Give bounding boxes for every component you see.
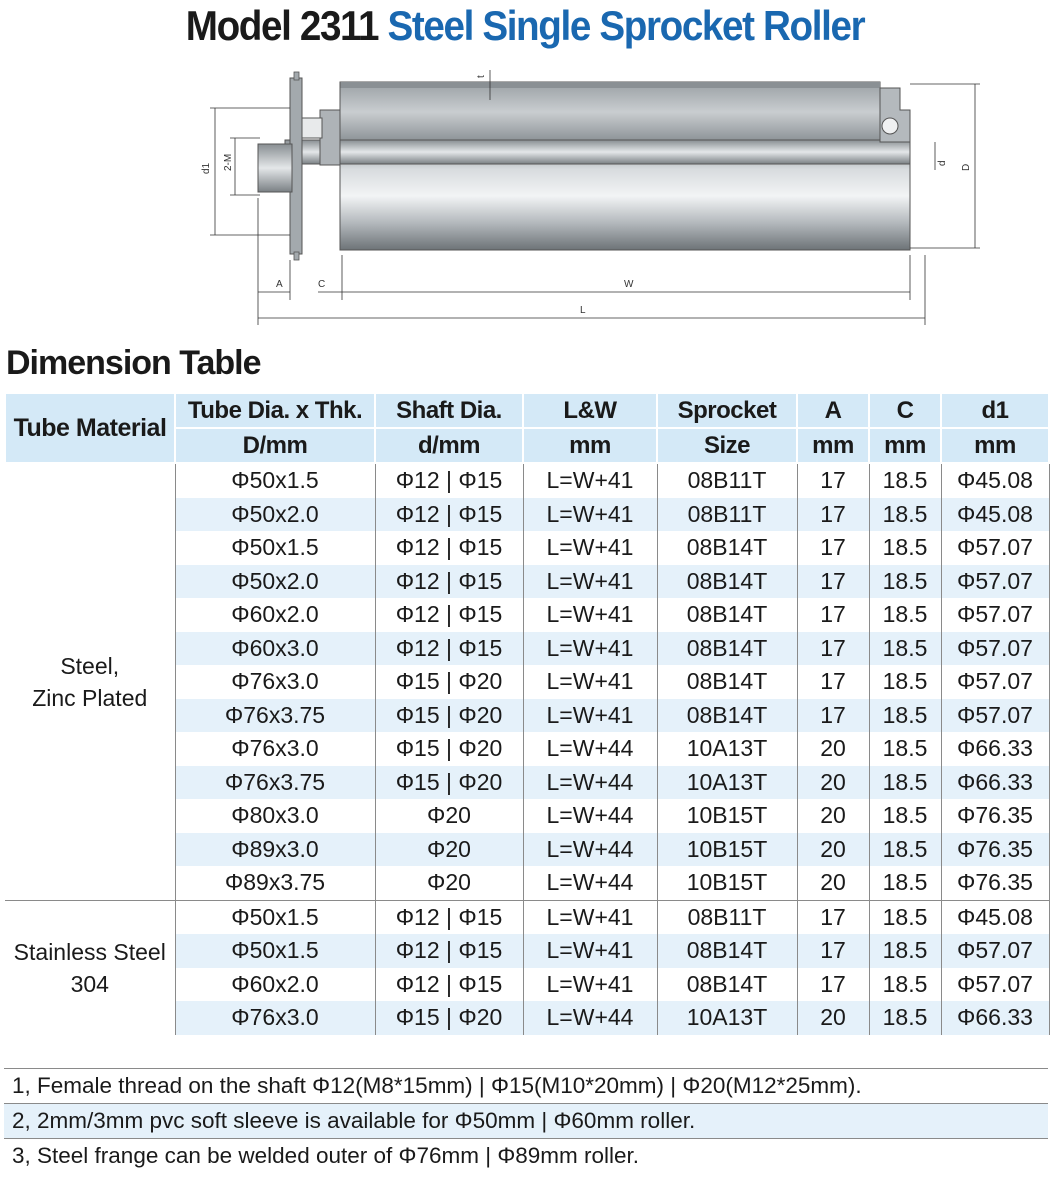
cell-tube: Φ50x2.0 xyxy=(175,565,375,599)
cell-tube: Φ60x3.0 xyxy=(175,632,375,666)
cell-d1: Φ57.07 xyxy=(941,968,1049,1002)
label-D: D xyxy=(961,163,972,171)
header-sprocket-unit: Size xyxy=(657,428,797,463)
cell-d1: Φ57.07 xyxy=(941,699,1049,733)
cell-shaft: Φ12 | Φ15 xyxy=(375,463,523,498)
cell-tube: Φ76x3.75 xyxy=(175,699,375,733)
cell-tube: Φ76x3.0 xyxy=(175,665,375,699)
cell-shaft: Φ15 | Φ20 xyxy=(375,1001,523,1035)
note-3: 3, Steel frange can be welded outer of Φ76mm | Φ89mm roller. xyxy=(4,1138,1048,1173)
cell-tube: Φ89x3.0 xyxy=(175,833,375,867)
cell-shaft: Φ12 | Φ15 xyxy=(375,498,523,532)
title-product-name: Steel Single Sprocket Roller xyxy=(387,2,865,49)
cell-c: 18.5 xyxy=(869,1001,941,1035)
cell-d1: Φ76.35 xyxy=(941,833,1049,867)
cell-shaft: Φ12 | Φ15 xyxy=(375,934,523,968)
cell-a: 17 xyxy=(797,934,869,968)
cell-lw: L=W+41 xyxy=(523,934,657,968)
table-header-row-top xyxy=(5,393,1049,428)
cell-shaft: Φ15 | Φ20 xyxy=(375,665,523,699)
cell-sprocket: 08B14T xyxy=(657,665,797,699)
cell-tube: Φ50x1.5 xyxy=(175,934,375,968)
header-shaft: Shaft Dia. xyxy=(375,393,523,428)
cell-lw: L=W+44 xyxy=(523,1001,657,1035)
header-c-unit: mm xyxy=(869,428,941,463)
cell-shaft: Φ15 | Φ20 xyxy=(375,699,523,733)
cell-sprocket: 10B15T xyxy=(657,866,797,900)
cell-sprocket: 08B14T xyxy=(657,699,797,733)
material-line-1: Steel, xyxy=(60,652,120,679)
table-body xyxy=(5,463,1049,1035)
cell-sprocket: 10A13T xyxy=(657,766,797,800)
cell-c: 18.5 xyxy=(869,900,941,934)
label-t: t xyxy=(476,75,487,78)
cell-lw: L=W+41 xyxy=(523,699,657,733)
cell-d1: Φ76.35 xyxy=(941,866,1049,900)
cell-d1: Φ66.33 xyxy=(941,732,1049,766)
table-row xyxy=(5,463,1049,498)
right-end-cap xyxy=(880,88,910,142)
cell-d1: Φ45.08 xyxy=(941,498,1049,532)
cell-c: 18.5 xyxy=(869,632,941,666)
label-A: A xyxy=(276,279,283,290)
cell-d1: Φ76.35 xyxy=(941,799,1049,833)
cell-lw: L=W+41 xyxy=(523,665,657,699)
cell-lw: L=W+41 xyxy=(523,498,657,532)
dimension-table xyxy=(4,392,1050,1035)
cell-c: 18.5 xyxy=(869,732,941,766)
header-sprocket: Sprocket xyxy=(657,393,797,428)
cell-c: 18.5 xyxy=(869,766,941,800)
title-model: Model 2311 xyxy=(185,2,379,49)
cell-lw: L=W+41 xyxy=(523,565,657,599)
header-lw-unit: mm xyxy=(523,428,657,463)
cell-lw: L=W+44 xyxy=(523,732,657,766)
cell-lw: L=W+44 xyxy=(523,799,657,833)
label-m: 2-M xyxy=(223,153,234,171)
material-cell xyxy=(5,463,175,900)
cell-tube: Φ60x2.0 xyxy=(175,598,375,632)
cell-d1: Φ57.07 xyxy=(941,632,1049,666)
header-a: A xyxy=(797,393,869,428)
cell-a: 17 xyxy=(797,699,869,733)
material-line-2: 304 xyxy=(70,970,109,997)
cell-shaft: Φ12 | Φ15 xyxy=(375,968,523,1002)
cell-shaft: Φ20 xyxy=(375,866,523,900)
header-tube: Tube Dia. x Thk. xyxy=(175,393,375,428)
cell-lw: L=W+41 xyxy=(523,463,657,498)
shaft-end xyxy=(258,144,292,192)
cell-a: 17 xyxy=(797,968,869,1002)
cell-lw: L=W+44 xyxy=(523,833,657,867)
cell-tube: Φ76x3.75 xyxy=(175,766,375,800)
header-a-unit: mm xyxy=(797,428,869,463)
cell-sprocket: 10A13T xyxy=(657,1001,797,1035)
cell-a: 17 xyxy=(797,531,869,565)
cell-shaft: Φ20 xyxy=(375,799,523,833)
cell-lw: L=W+44 xyxy=(523,866,657,900)
cell-a: 17 xyxy=(797,900,869,934)
cell-c: 18.5 xyxy=(869,968,941,1002)
cell-d1: Φ45.08 xyxy=(941,463,1049,498)
cell-a: 20 xyxy=(797,833,869,867)
cell-c: 18.5 xyxy=(869,934,941,968)
cell-c: 18.5 xyxy=(869,699,941,733)
cell-shaft: Φ12 | Φ15 xyxy=(375,565,523,599)
cell-a: 17 xyxy=(797,498,869,532)
cell-a: 20 xyxy=(797,766,869,800)
header-tube-unit: D/mm xyxy=(175,428,375,463)
page-title xyxy=(42,2,1008,50)
header-tube-material: Tube Material xyxy=(5,393,175,463)
note-1: 1, Female thread on the shaft Φ12(M8*15mm) | Φ15(M10*20mm) | Φ20(M12*25mm). xyxy=(4,1068,1048,1103)
cell-a: 20 xyxy=(797,1001,869,1035)
cell-tube: Φ80x3.0 xyxy=(175,799,375,833)
cell-sprocket: 08B14T xyxy=(657,632,797,666)
notes xyxy=(4,1068,1048,1173)
cell-c: 18.5 xyxy=(869,799,941,833)
cell-d1: Φ57.07 xyxy=(941,665,1049,699)
cell-d1: Φ57.07 xyxy=(941,934,1049,968)
note-2: 2, 2mm/3mm pvc soft sleeve is available for Φ50mm | Φ60mm roller. xyxy=(4,1103,1048,1138)
cell-sprocket: 08B14T xyxy=(657,598,797,632)
cell-tube: Φ76x3.0 xyxy=(175,1001,375,1035)
cell-a: 20 xyxy=(797,866,869,900)
cell-c: 18.5 xyxy=(869,531,941,565)
material-line-1: Stainless Steel xyxy=(13,938,166,965)
cell-d1: Φ45.08 xyxy=(941,900,1049,934)
cell-tube: Φ89x3.75 xyxy=(175,866,375,900)
cell-sprocket: 08B11T xyxy=(657,463,797,498)
cell-sprocket: 08B14T xyxy=(657,565,797,599)
cell-d1: Φ57.07 xyxy=(941,531,1049,565)
label-d1: d1 xyxy=(201,162,212,174)
cell-c: 18.5 xyxy=(869,866,941,900)
label-C: C xyxy=(318,279,326,290)
cell-a: 17 xyxy=(797,598,869,632)
cell-sprocket: 08B14T xyxy=(657,531,797,565)
header-c: C xyxy=(869,393,941,428)
cell-sprocket: 10B15T xyxy=(657,833,797,867)
cell-c: 18.5 xyxy=(869,498,941,532)
tube-cutaway-top xyxy=(340,82,880,142)
cell-sprocket: 08B14T xyxy=(657,934,797,968)
cell-sprocket: 08B11T xyxy=(657,900,797,934)
cell-c: 18.5 xyxy=(869,833,941,867)
header-lw: L&W xyxy=(523,393,657,428)
label-W: W xyxy=(624,279,634,290)
cell-lw: L=W+41 xyxy=(523,968,657,1002)
cell-c: 18.5 xyxy=(869,463,941,498)
cell-sprocket: 08B14T xyxy=(657,968,797,1002)
cell-a: 20 xyxy=(797,799,869,833)
cell-sprocket: 08B11T xyxy=(657,498,797,532)
cell-shaft: Φ12 | Φ15 xyxy=(375,531,523,565)
cell-shaft: Φ12 | Φ15 xyxy=(375,900,523,934)
header-shaft-unit: d/mm xyxy=(375,428,523,463)
table-row xyxy=(5,900,1049,934)
cell-sprocket: 10A13T xyxy=(657,732,797,766)
right-bearing xyxy=(882,118,898,134)
cell-a: 17 xyxy=(797,565,869,599)
label-d: d xyxy=(937,160,948,166)
cell-tube: Φ50x1.5 xyxy=(175,531,375,565)
cell-c: 18.5 xyxy=(869,665,941,699)
cell-tube: Φ60x2.0 xyxy=(175,968,375,1002)
cell-d1: Φ57.07 xyxy=(941,598,1049,632)
tube-wall xyxy=(340,82,880,88)
cell-shaft: Φ15 | Φ20 xyxy=(375,766,523,800)
cell-c: 18.5 xyxy=(869,565,941,599)
shaft xyxy=(285,140,910,164)
cell-lw: L=W+41 xyxy=(523,900,657,934)
cell-sprocket: 10B15T xyxy=(657,799,797,833)
label-L: L xyxy=(580,305,586,316)
cell-lw: L=W+41 xyxy=(523,531,657,565)
cell-shaft: Φ12 | Φ15 xyxy=(375,598,523,632)
cell-lw: L=W+44 xyxy=(523,766,657,800)
material-cell xyxy=(5,900,175,1035)
cell-shaft: Φ12 | Φ15 xyxy=(375,632,523,666)
left-bearing-housing xyxy=(320,82,340,250)
cell-tube: Φ76x3.0 xyxy=(175,732,375,766)
material-line-2: Zinc Plated xyxy=(32,684,148,711)
cell-d1: Φ66.33 xyxy=(941,766,1049,800)
cell-a: 17 xyxy=(797,632,869,666)
cell-a: 17 xyxy=(797,665,869,699)
cell-d1: Φ57.07 xyxy=(941,565,1049,599)
cell-a: 17 xyxy=(797,463,869,498)
cell-a: 20 xyxy=(797,732,869,766)
header-d1: d1 xyxy=(941,393,1049,428)
cell-lw: L=W+41 xyxy=(523,632,657,666)
header-d1-unit: mm xyxy=(941,428,1049,463)
section-title: Dimension Table xyxy=(6,344,261,382)
cell-tube: Φ50x1.5 xyxy=(175,900,375,934)
left-bearing xyxy=(300,118,322,138)
cell-lw: L=W+41 xyxy=(523,598,657,632)
cell-tube: Φ50x1.5 xyxy=(175,463,375,498)
cell-tube: Φ50x2.0 xyxy=(175,498,375,532)
cell-d1: Φ66.33 xyxy=(941,1001,1049,1035)
cell-shaft: Φ15 | Φ20 xyxy=(375,732,523,766)
roller-diagram xyxy=(190,70,990,335)
cell-c: 18.5 xyxy=(869,598,941,632)
cell-shaft: Φ20 xyxy=(375,833,523,867)
